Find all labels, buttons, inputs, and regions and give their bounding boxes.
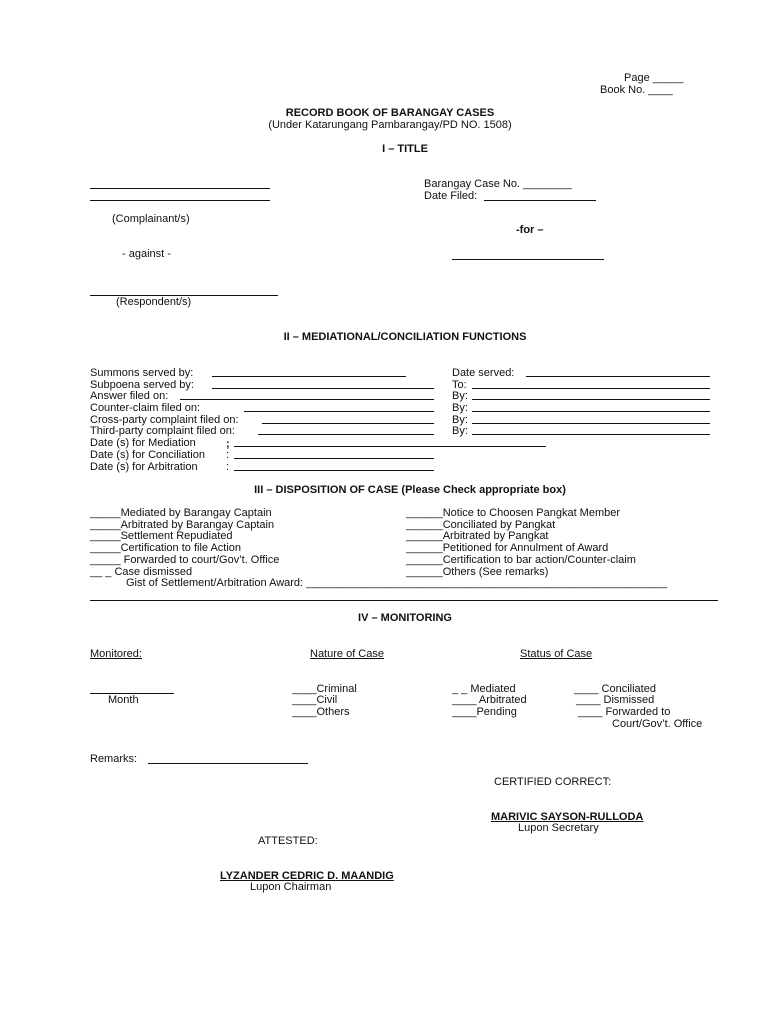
- status-option-continuation: Court/Gov’t. Office: [612, 718, 703, 730]
- gist-label[interactable]: Gist of Settlement/Arbitration Award: ___________________________________________________________: [126, 577, 668, 589]
- by-line-3[interactable]: [472, 423, 710, 424]
- by-line-4[interactable]: [472, 434, 710, 435]
- counter-claim-line[interactable]: [244, 411, 434, 412]
- status-option[interactable]: ____ Conciliated: [574, 683, 656, 695]
- for-line[interactable]: [452, 259, 604, 260]
- by-line-2[interactable]: [472, 411, 710, 412]
- chairman-title: Lupon Chairman: [250, 881, 332, 893]
- by-label-3: By:: [452, 414, 468, 426]
- status-header: Status of Case: [520, 648, 593, 660]
- gist-line[interactable]: [90, 600, 718, 601]
- complainant-line-1[interactable]: [90, 188, 270, 189]
- disposition-option[interactable]: _____Settlement Repudiated: [90, 530, 233, 542]
- by-line-1[interactable]: [472, 399, 710, 400]
- date-filed-line[interactable]: [484, 200, 596, 201]
- nature-header: Nature of Case: [310, 648, 384, 660]
- by-label-2: By:: [452, 402, 468, 414]
- case-number-field[interactable]: Barangay Case No. ________: [424, 178, 572, 190]
- summons-label: Summons served by:: [90, 367, 194, 379]
- chairman-name: LYZANDER CEDRIC D. MAANDIG: [220, 870, 394, 882]
- status-option[interactable]: ____ Arbitrated: [452, 694, 527, 706]
- conciliation-dates-label: Date (s) for Conciliation: [90, 449, 205, 461]
- mediation-dates-label: Date (s) for Mediation: [90, 437, 196, 449]
- disposition-option[interactable]: _____Mediated by Barangay Captain: [90, 507, 272, 519]
- cross-party-label: Cross-party complaint filed on:: [90, 414, 239, 426]
- answer-line[interactable]: [180, 399, 434, 400]
- for-label: -for –: [516, 224, 544, 236]
- arbitration-dates-label: Date (s) for Arbitration: [90, 461, 198, 473]
- against-label: - against -: [122, 248, 171, 260]
- subpoena-label: Subpoena served by:: [90, 379, 194, 391]
- date-served-label: Date served:: [452, 367, 515, 379]
- section-2-heading: II – MEDIATIONAL/CONCILIATION FUNCTIONS: [283, 331, 527, 343]
- by-label-1: By:: [452, 390, 468, 402]
- section-1-heading: I – TITLE: [382, 143, 428, 155]
- subpoena-line[interactable]: [212, 388, 434, 389]
- monitored-header: Monitored:: [90, 648, 142, 660]
- section-3-heading: III – DISPOSITION OF CASE (Please Check appropriate box): [254, 484, 566, 496]
- attested-label: ATTESTED:: [258, 835, 318, 847]
- third-party-line[interactable]: [258, 434, 434, 435]
- complainant-line-2[interactable]: [90, 200, 270, 201]
- remarks-label: Remarks:: [90, 753, 138, 765]
- nature-option[interactable]: ____Civil: [292, 694, 338, 706]
- disposition-option[interactable]: _____ Forwarded to court/Gov’t. Office: [90, 554, 280, 566]
- month-label: Month: [108, 694, 139, 706]
- disposition-option[interactable]: ______Petitioned for Annulment of Award: [406, 542, 609, 554]
- date-filed-label: Date Filed:: [424, 190, 478, 202]
- summons-line[interactable]: [212, 376, 406, 377]
- document-title: RECORD BOOK OF BARANGAY CASES: [285, 107, 495, 119]
- page-number-label: Page _____: [624, 72, 684, 84]
- date-served-line[interactable]: [526, 376, 710, 377]
- secretary-name: MARIVIC SAYSON-RULLODA: [491, 811, 644, 823]
- disposition-option[interactable]: ______Notice to Choosen Pangkat Member: [406, 507, 621, 519]
- secretary-title: Lupon Secretary: [518, 822, 599, 834]
- counter-claim-label: Counter-claim filed on:: [90, 402, 201, 414]
- arbitration-dates-line[interactable]: [234, 470, 434, 471]
- disposition-option[interactable]: ______Arbitrated by Pangkat: [406, 530, 549, 542]
- arbitration-colon: :: [226, 461, 230, 473]
- to-label: To:: [452, 379, 467, 391]
- status-option[interactable]: ____ Forwarded to: [578, 706, 671, 718]
- certified-correct-label: CERTIFIED CORRECT:: [494, 776, 612, 788]
- to-line[interactable]: [472, 388, 710, 389]
- mediation-colon: ;: [226, 438, 230, 450]
- conciliation-colon: :: [226, 449, 230, 461]
- complainant-label: (Complainant/s): [112, 213, 190, 225]
- section-4-heading: IV – MONITORING: [358, 612, 452, 624]
- disposition-option[interactable]: ______Conciliated by Pangkat: [406, 519, 556, 531]
- mediation-dates-line[interactable]: [234, 446, 546, 447]
- respondent-label: (Respondent/s): [116, 296, 192, 308]
- conciliation-dates-line[interactable]: [234, 458, 434, 459]
- nature-option[interactable]: ____Criminal: [292, 683, 357, 695]
- answer-label: Answer filed on:: [90, 390, 169, 402]
- book-number-label: Book No. ____: [600, 84, 673, 96]
- third-party-label: Third-party complaint filed on:: [90, 425, 235, 437]
- cross-party-line[interactable]: [262, 423, 434, 424]
- disposition-option[interactable]: __ _ Case dismissed: [90, 566, 193, 578]
- status-option[interactable]: ____ Dismissed: [576, 694, 655, 706]
- by-label-4: By:: [452, 425, 468, 437]
- disposition-option[interactable]: _____Arbitrated by Barangay Captain: [90, 519, 275, 531]
- disposition-option[interactable]: _____Certification to file Action: [90, 542, 242, 554]
- document-subtitle: (Under Katarungang Pambarangay/PD NO. 1508): [268, 119, 512, 131]
- disposition-option[interactable]: ______Certification to bar action/Counter-claim: [406, 554, 636, 566]
- status-option[interactable]: ____Pending: [452, 706, 517, 718]
- disposition-option[interactable]: ______Others (See remarks): [406, 566, 549, 578]
- status-option[interactable]: _ _ Mediated: [452, 683, 516, 695]
- remarks-line[interactable]: [148, 763, 308, 764]
- nature-option[interactable]: ____Others: [292, 706, 350, 718]
